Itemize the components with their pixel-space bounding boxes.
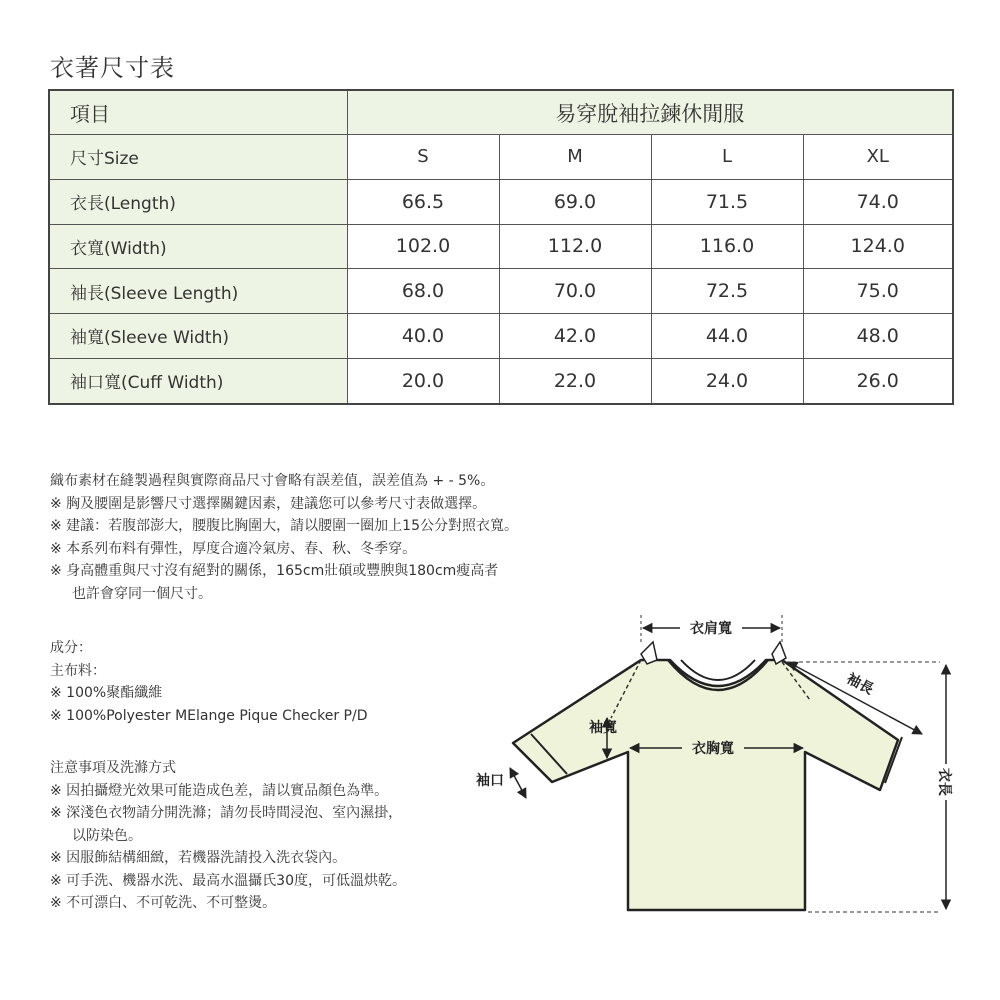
cuff-label: 袖口 — [476, 773, 504, 789]
chest-width-label: 衣胸寬 — [692, 741, 734, 757]
material-line: ※ 100%Polyester MElange Pique Checker P/D — [50, 707, 368, 724]
note-line: 織布素材在縫製過程與實際商品尺寸會略有誤差值，誤差值為 + - 5%。 — [50, 473, 495, 489]
note-line: ※ 建議：若腹部澎大，腰腹比胸圍大，請以腰圍一圈加上15公分對照衣寬。 — [50, 518, 518, 534]
care-line: ※ 深淺色衣物請分開洗滌；請勿長時間浸泡、室內濕掛， — [50, 805, 403, 821]
cell-value: 69.0 — [499, 179, 651, 224]
cell-value: 116.0 — [651, 224, 803, 269]
material-section — [50, 637, 368, 727]
main-fabric-label: 主布料： — [50, 662, 106, 679]
item-header: 項目 — [49, 90, 347, 135]
care-line: ※ 因服飾結構細緻，若機器洗請投入洗衣袋內。 — [50, 850, 347, 866]
cell-value: 66.5 — [347, 179, 499, 224]
cell-size-m: M — [499, 135, 651, 180]
table-row — [49, 269, 953, 314]
note-line: ※ 身高體重與尺寸沒有絕對的關係，165cm壯碩或豐腴與180cm瘦高者 — [50, 563, 499, 579]
table-row — [49, 224, 953, 269]
cell-value: 22.0 — [499, 358, 651, 404]
cell-value: 44.0 — [651, 314, 803, 359]
cell-size-s: S — [347, 135, 499, 180]
cell-value: 102.0 — [347, 224, 499, 269]
table-row — [49, 179, 953, 224]
cell-value: 71.5 — [651, 179, 803, 224]
cell-value: 70.0 — [499, 269, 651, 314]
cell-value: 24.0 — [651, 358, 803, 404]
row-label: 衣寬(Width) — [49, 224, 347, 269]
cell-value: 20.0 — [347, 358, 499, 404]
body-length-label: 衣長 — [936, 768, 952, 796]
cell-size-l: L — [651, 135, 803, 180]
material-heading: 成分： — [50, 640, 92, 656]
table-row — [49, 358, 953, 404]
care-line: ※ 可手洗、機器水洗、最高水溫攝氏30度，可低溫烘乾。 — [50, 872, 406, 889]
cell-value: 42.0 — [499, 314, 651, 359]
note-line: ※ 胸及腰圍是影響尺寸選擇關鍵因素，建議您可以參考尺寸表做選擇。 — [50, 495, 487, 512]
table-header-row — [49, 90, 953, 135]
cuff-arrow — [510, 768, 526, 798]
row-label: 尺寸Size — [49, 135, 347, 180]
cell-size-xl: XL — [803, 135, 953, 180]
garment-body — [513, 660, 898, 910]
cell-value: 124.0 — [803, 224, 953, 269]
cell-value: 75.0 — [803, 269, 953, 314]
cell-value: 40.0 — [347, 314, 499, 359]
cell-value: 72.5 — [651, 269, 803, 314]
row-label: 袖長(Sleeve Length) — [49, 269, 347, 314]
note-line: ※ 本系列布料有彈性，厚度合適冷氣房、春、秋、冬季穿。 — [50, 540, 417, 557]
care-section — [50, 757, 406, 915]
care-line: ※ 因拍攝燈光效果可能造成色差，請以實品顏色為準。 — [50, 782, 389, 799]
cell-value: 112.0 — [499, 224, 651, 269]
care-heading: 注意事項及洗滌方式 — [50, 760, 176, 776]
size-notes — [50, 470, 518, 605]
table-row — [49, 135, 953, 180]
page-title: 衣著尺寸表 — [50, 54, 175, 82]
sleeve-width-label: 袖寬 — [589, 720, 617, 736]
shoulder-width-label: 衣肩寬 — [690, 621, 732, 637]
row-label: 袖寬(Sleeve Width) — [49, 314, 347, 359]
care-line: 以防染色。 — [72, 827, 142, 844]
size-table — [48, 89, 954, 405]
cell-value: 68.0 — [347, 269, 499, 314]
note-line: 也許會穿同一個尺寸。 — [72, 585, 212, 602]
table-row — [49, 314, 953, 359]
cell-value: 26.0 — [803, 358, 953, 404]
product-name: 易穿脫袖拉鍊休閒服 — [347, 90, 953, 135]
cell-value: 74.0 — [803, 179, 953, 224]
row-label: 袖口寬(Cuff Width) — [49, 358, 347, 404]
sleeve-length-label: 袖長 — [843, 670, 876, 699]
material-line: ※ 100%聚酯纖維 — [50, 685, 163, 701]
cell-value: 48.0 — [803, 314, 953, 359]
row-label: 衣長(Length) — [49, 179, 347, 224]
garment-measurement-diagram — [470, 600, 1000, 930]
care-line: ※ 不可漂白、不可乾洗、不可整燙。 — [50, 895, 277, 911]
